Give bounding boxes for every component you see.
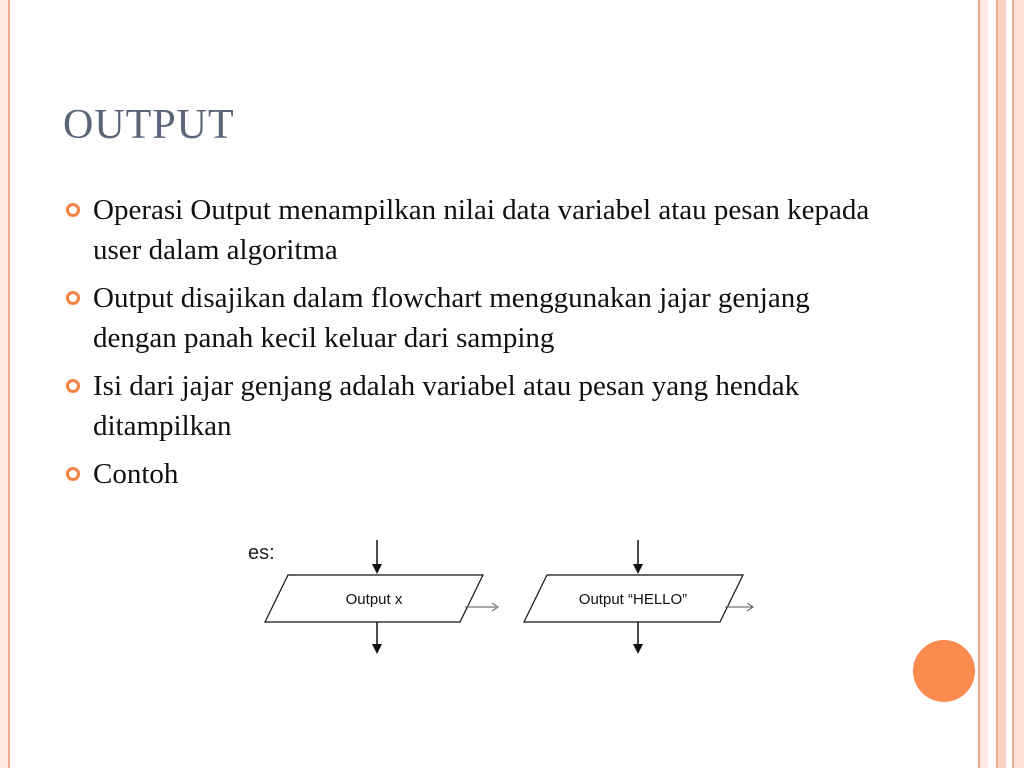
bullet-item (64, 190, 884, 270)
bullet-text: Operasi Output menampilkan nilai data variabel atau pesan kepada user dalam algoritma (93, 194, 870, 266)
flowchart-diagram (240, 530, 760, 660)
bullet-text: Isi dari jajar genjang adalah variabel atau pesan yang hendak ditampilkan (93, 370, 800, 442)
frame-band (978, 0, 988, 768)
bullet-list (64, 190, 884, 502)
bullet-circle-icon (66, 467, 80, 481)
bullet-text: Output disajikan dalam flowchart menggunakan jajar genjang dengan panah kecil keluar dari samping (93, 282, 810, 354)
flowchart-example-figure (240, 530, 760, 660)
arrowhead-out-1-icon (372, 644, 382, 654)
shape-label-2: Output “HELLO” (578, 591, 688, 608)
bullet-text: Contoh (93, 458, 179, 490)
bullet-circle-icon (66, 203, 80, 217)
right-frame-border (978, 0, 1024, 768)
left-frame-border (0, 0, 10, 768)
bullet-item (64, 366, 884, 446)
arrowhead-out-2-icon (633, 644, 643, 654)
figure-caption-fragment: es: (248, 542, 275, 564)
output-shape-1 (265, 540, 498, 654)
arrowhead-in-2-icon (633, 564, 643, 574)
decorative-circle (913, 640, 975, 702)
slide-title: OUTPUT (63, 102, 235, 148)
bullet-item (64, 454, 884, 494)
bullet-circle-icon (66, 379, 80, 393)
output-shape-2 (524, 540, 753, 654)
arrowhead-in-1-icon (372, 564, 382, 574)
frame-band (988, 0, 996, 768)
bullet-circle-icon (66, 291, 80, 305)
shape-label-1: Output x (345, 591, 403, 608)
frame-band (996, 0, 1006, 768)
bullet-item (64, 278, 884, 358)
frame-band (1012, 0, 1024, 768)
